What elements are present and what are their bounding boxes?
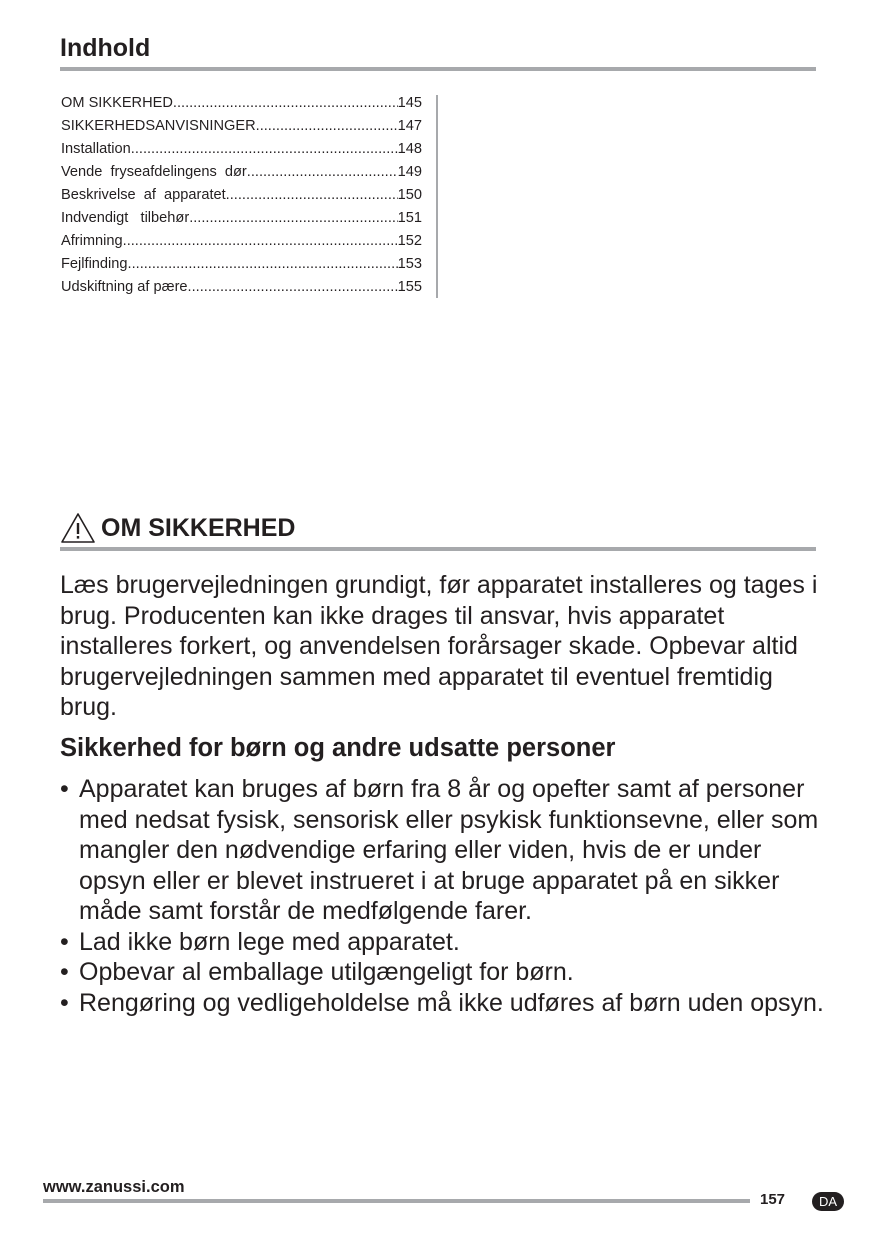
page-number: 157 xyxy=(760,1191,786,1208)
toc-entry-label: Indvendigt tilbehør xyxy=(61,210,190,226)
title-divider xyxy=(60,67,816,71)
website-link[interactable]: www.zanussi.com xyxy=(43,1178,185,1196)
list-item-text: Lad ikke børn lege med apparatet. xyxy=(79,927,460,956)
safety-intro-paragraph: Læs brugervejledningen grundigt, før apparatet installeres og tages i brug. Producenten kan ikke drages til ansvar, hvis apparatet installeres forkert, og anvendelsen forårsager skade. Opbevar altid brugervejledningen sammen med apparatet til eventuel fremtidig brug. xyxy=(60,571,818,721)
toc-entry-label: Beskrivelse af apparatet xyxy=(61,187,226,203)
safety-section-header xyxy=(60,510,295,546)
list-item-text: Rengøring og vedligeholdelse må ikke udføres af børn uden opsyn. xyxy=(79,988,824,1017)
list-item: • Opbevar al emballage utilgængeligt for børn. xyxy=(60,958,574,986)
toc-entry[interactable] xyxy=(61,92,422,115)
toc-entry-page: 148 xyxy=(397,141,422,157)
toc-entry-page: 155 xyxy=(397,279,422,295)
toc-entry[interactable] xyxy=(61,207,422,230)
list-item-text: Apparatet kan bruges af børn fra 8 år og opefter samt af personer med nedsat fysisk, sensorisk eller psykisk funktionsevne, eller som mangler den nødvendige erfaring eller viden, hvis de er under opsyn eller er blevet instrueret i at bruge apparatet på en sikker måde samt forstår de medfølgende farer. xyxy=(79,775,819,925)
toc-entry-label: Afrimning xyxy=(61,233,123,249)
toc-entry-page: 149 xyxy=(397,164,422,180)
safety-heading: OM SIKKERHED xyxy=(101,513,296,542)
toc-entry[interactable] xyxy=(61,115,422,138)
toc-entry-label: Udskiftning af pære xyxy=(61,279,188,295)
contents-title: Indhold xyxy=(60,34,151,62)
toc-entry[interactable] xyxy=(61,276,422,299)
list-item: • Rengøring og vedligeholdelse må ikke udføres af børn uden opsyn. xyxy=(60,988,824,1017)
toc-entry[interactable] xyxy=(61,161,422,184)
children-safety-list xyxy=(60,774,825,1018)
toc-entry-label: Vende fryseafdelingens dør xyxy=(61,164,247,180)
footer-divider xyxy=(43,1199,750,1203)
toc-entry-label: Fejlfinding xyxy=(61,256,128,272)
warning-triangle-icon xyxy=(60,512,96,544)
language-badge: DA xyxy=(812,1192,844,1211)
toc-column-divider xyxy=(436,95,438,298)
toc-entry-page: 145 xyxy=(397,95,422,111)
toc-entry-page: 150 xyxy=(397,187,422,203)
children-safety-subheading: Sikkerhed for børn og andre udsatte personer xyxy=(60,734,616,762)
list-item: • Apparatet kan bruges af børn fra 8 år og opefter samt af personer med nedsat fysisk, sensorisk eller psykisk funktionsevne, eller som mangler den nødvendige erfaring eller viden, hvis de er under opsyn eller er blevet instrueret i at bruge apparatet på en sikker måde samt forstår de medfølgende farer. xyxy=(60,775,819,925)
toc-entry-page: 153 xyxy=(397,256,422,272)
table-of-contents xyxy=(61,92,422,299)
toc-entry-label: OM SIKKERHED xyxy=(61,95,173,111)
list-item: • Lad ikke børn lege med apparatet. xyxy=(60,927,460,956)
toc-entry[interactable] xyxy=(61,138,422,161)
toc-entry-label: SIKKERHEDSANVISNINGER xyxy=(61,118,256,134)
toc-entry-page: 152 xyxy=(397,233,422,249)
toc-entry-page: 151 xyxy=(397,210,422,226)
toc-entry[interactable] xyxy=(61,184,422,207)
list-item-text: Opbevar al emballage utilgængeligt for børn. xyxy=(79,958,574,986)
toc-entry[interactable] xyxy=(61,253,422,276)
toc-entry-label: Installation xyxy=(61,141,131,157)
toc-entry-page: 147 xyxy=(397,118,422,134)
safety-divider xyxy=(60,547,816,551)
toc-entry[interactable] xyxy=(61,230,422,253)
